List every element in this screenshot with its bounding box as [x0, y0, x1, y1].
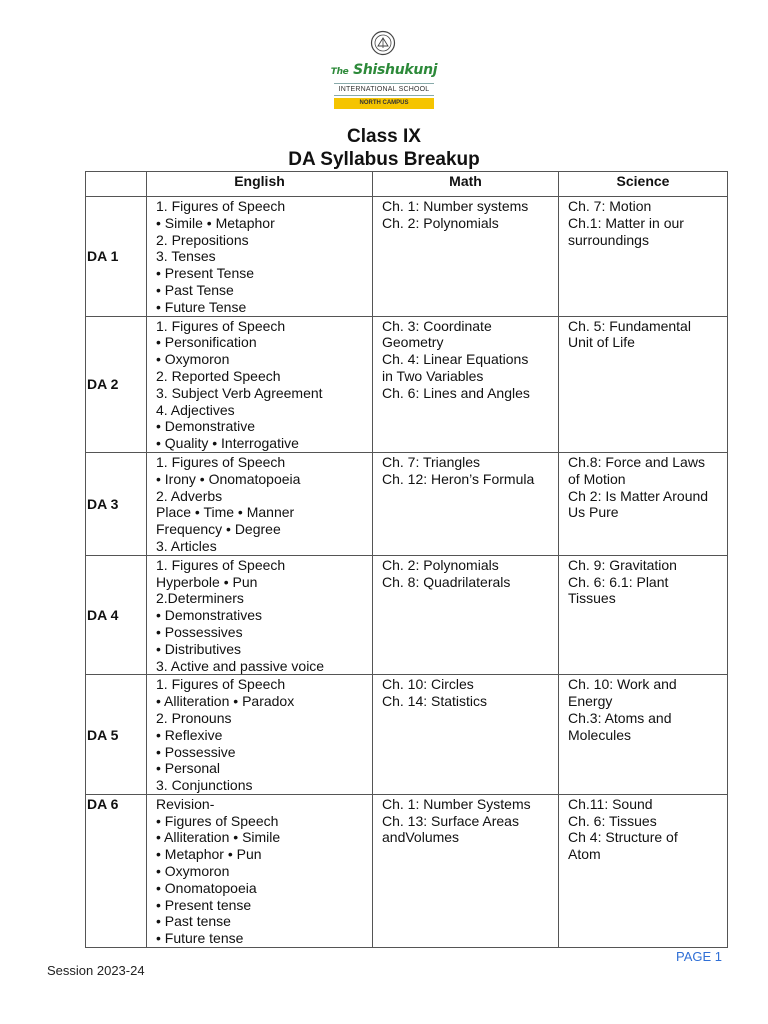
- science-topic: Ch. 7: Motion: [568, 198, 652, 214]
- table-header-row: [86, 172, 728, 197]
- english-topic: Hyperbole • Pun: [156, 573, 258, 590]
- science-topic: Ch. 10: Work and: [568, 676, 677, 693]
- header-english: English: [147, 172, 373, 197]
- science-topic: Molecules: [568, 726, 632, 743]
- english-topic: • Future Tense: [156, 298, 247, 315]
- campus-name: NORTH CAMPUS: [334, 98, 434, 109]
- english-topic: Revision-: [156, 795, 215, 812]
- science-cell: [559, 316, 728, 452]
- science-topic: surroundings: [568, 231, 649, 248]
- english-topic: 3. Tenses: [156, 248, 216, 265]
- math-topic: in Two Variables: [382, 367, 484, 384]
- english-topic: • Demonstrative: [156, 418, 256, 435]
- english-topic: • Alliteration • Paradox: [156, 693, 295, 710]
- english-topic: 2. Prepositions: [156, 231, 249, 248]
- english-topic: 2.Determiners: [156, 590, 244, 607]
- math-topic: Ch. 10: Circles: [382, 676, 474, 693]
- math-cell: [373, 452, 559, 555]
- english-topic: • Present Tense: [156, 265, 255, 282]
- english-topic: • Future tense: [156, 930, 244, 947]
- page-subtitle: DA Syllabus Breakup: [288, 149, 480, 170]
- english-topic: 1. Figures of Speech: [156, 453, 286, 470]
- english-cell: [147, 794, 373, 947]
- english-topic: • Personal: [156, 760, 221, 777]
- math-cell: [373, 794, 559, 947]
- science-topic: Ch.3: Atoms and: [568, 709, 672, 726]
- session-label: Session 2023-24: [47, 963, 145, 978]
- english-topic: • Present tense: [156, 896, 252, 913]
- science-topic: Ch.8: Force and Laws: [568, 453, 705, 470]
- english-topic: • Possessive: [156, 743, 236, 760]
- science-topic: Ch. 5: Fundamental: [568, 317, 691, 334]
- header-math: Math: [373, 172, 559, 197]
- english-topic: 1. Figures of Speech: [156, 198, 286, 214]
- assessment-label: DA 3: [86, 452, 147, 555]
- english-topic: 3. Conjunctions: [156, 777, 253, 794]
- english-topic: • Simile • Metaphor: [156, 214, 275, 231]
- school-name: INTERNATIONAL SCHOOL: [334, 83, 434, 96]
- math-topic: Ch. 6: Lines and Angles: [382, 384, 530, 401]
- science-cell: [559, 794, 728, 947]
- english-topic: 2. Adverbs: [156, 487, 223, 504]
- math-topic: Ch. 7: Triangles: [382, 453, 481, 470]
- science-topic: Ch. 9: Gravitation: [568, 556, 677, 573]
- table-row: [86, 316, 728, 452]
- english-topic: • Oxymoron: [156, 351, 230, 368]
- english-topic: • Personification: [156, 334, 257, 351]
- science-topic: Ch 4: Structure of: [568, 829, 678, 846]
- english-cell: [147, 555, 373, 675]
- table-row: [86, 555, 728, 675]
- header-blank: [86, 172, 147, 197]
- math-topic: Ch. 1: Number systems: [382, 198, 529, 214]
- math-topic: Ch. 14: Statistics: [382, 693, 488, 710]
- science-topic: of Motion: [568, 470, 626, 487]
- english-topic: 3. Articles: [156, 537, 217, 554]
- science-topic: Us Pure: [568, 504, 619, 521]
- math-topic: Ch. 12: Heron’s Formula: [382, 470, 535, 487]
- english-topic: Place • Time • Manner: [156, 504, 295, 521]
- crest-icon: [370, 30, 396, 56]
- school-logo: [330, 30, 438, 116]
- english-topic: • Alliteration • Simile: [156, 829, 281, 846]
- brand-name: The Shishukunj: [330, 62, 438, 78]
- science-topic: Tissues: [568, 590, 616, 607]
- science-topic: Energy: [568, 693, 613, 710]
- english-cell: [147, 675, 373, 795]
- english-topic: • Metaphor • Pun: [156, 846, 262, 863]
- science-topic: Ch.1: Matter in our: [568, 214, 684, 231]
- english-topic: Frequency • Degree: [156, 521, 281, 538]
- english-topic: 3. Active and passive voice: [156, 657, 325, 674]
- english-topic: • Reflexive: [156, 726, 223, 743]
- science-topic: Atom: [568, 846, 601, 863]
- english-topic: • Distributives: [156, 640, 242, 657]
- english-topic: • Oxymoron: [156, 863, 230, 880]
- math-topic: andVolumes: [382, 829, 460, 846]
- english-topic: • Demonstratives: [156, 607, 263, 624]
- table-row: [86, 452, 728, 555]
- english-cell: [147, 452, 373, 555]
- math-cell: [373, 555, 559, 675]
- english-topic: 3. Subject Verb Agreement: [156, 384, 323, 401]
- science-cell: [559, 675, 728, 795]
- english-topic: • Irony • Onomatopoeia: [156, 470, 301, 487]
- english-topic: 2. Pronouns: [156, 709, 232, 726]
- science-topic: Unit of Life: [568, 334, 635, 351]
- page-title: Class IX: [347, 126, 421, 147]
- science-topic: Ch.11: Sound: [568, 795, 653, 812]
- math-topic: Ch. 3: Coordinate: [382, 317, 492, 334]
- english-topic: • Onomatopoeia: [156, 879, 257, 896]
- math-topic: Ch. 2: Polynomials: [382, 214, 499, 231]
- english-topic: • Past tense: [156, 913, 231, 930]
- assessment-label: DA 4: [86, 555, 147, 675]
- math-topic: Ch. 1: Number Systems: [382, 795, 531, 812]
- math-topic: Ch. 8: Quadrilaterals: [382, 573, 511, 590]
- english-topic: • Possessives: [156, 623, 243, 640]
- header-science: Science: [559, 172, 728, 197]
- math-cell: [373, 675, 559, 795]
- english-topic: 1. Figures of Speech: [156, 676, 286, 693]
- english-topic: • Quality • Interrogative: [156, 435, 299, 452]
- assessment-label: DA 2: [86, 316, 147, 452]
- table-row: [86, 794, 728, 947]
- page-number: PAGE 1: [676, 949, 723, 964]
- assessment-label: DA 5: [86, 675, 147, 795]
- math-topic: Geometry: [382, 334, 444, 351]
- science-topic: Ch 2: Is Matter Around: [568, 487, 709, 504]
- math-topic: Ch. 4: Linear Equations: [382, 351, 529, 368]
- english-cell: [147, 316, 373, 452]
- math-topic: Ch. 2: Polynomials: [382, 556, 499, 573]
- science-cell: [559, 197, 728, 317]
- table-row: [86, 197, 728, 317]
- assessment-label: DA 1: [86, 197, 147, 317]
- math-cell: [373, 197, 559, 317]
- english-topic: 1. Figures of Speech: [156, 556, 286, 573]
- english-topic: • Past Tense: [156, 281, 234, 298]
- science-topic: Ch. 6: Tissues: [568, 812, 657, 829]
- math-topic: Ch. 13: Surface Areas: [382, 812, 519, 829]
- science-topic: Ch. 6: 6.1: Plant: [568, 573, 669, 590]
- science-cell: [559, 555, 728, 675]
- english-topic: 4. Adjectives: [156, 401, 235, 418]
- science-cell: [559, 452, 728, 555]
- english-topic: • Figures of Speech: [156, 812, 279, 829]
- math-cell: [373, 316, 559, 452]
- english-topic: 1. Figures of Speech: [156, 317, 286, 334]
- syllabus-table: [85, 171, 728, 948]
- table-row: [86, 675, 728, 795]
- assessment-label: DA 6: [86, 794, 147, 947]
- english-cell: [147, 197, 373, 317]
- english-topic: 2. Reported Speech: [156, 367, 281, 384]
